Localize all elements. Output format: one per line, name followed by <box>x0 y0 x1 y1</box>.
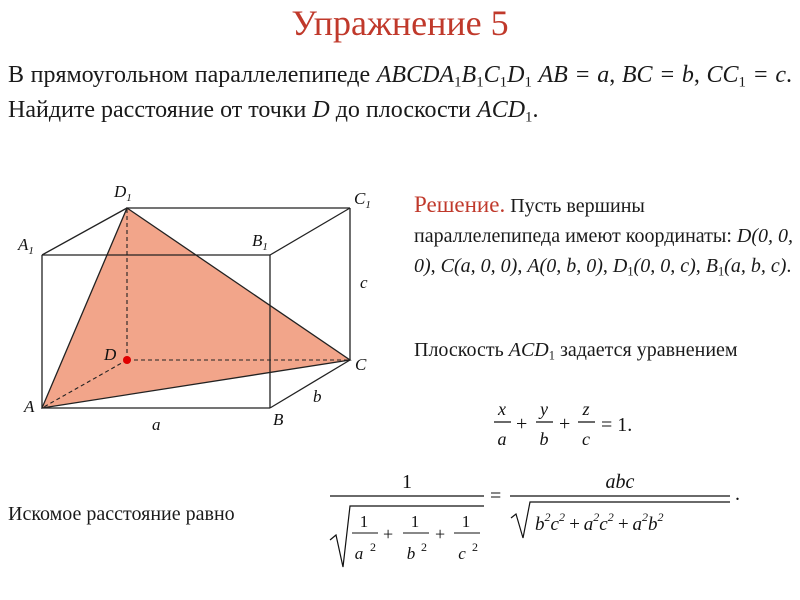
svg-text:=: = <box>490 485 502 507</box>
svg-text:1: 1 <box>402 471 412 493</box>
problem-statement: В прямоугольном параллелепипеде $ABCDA_1B_1C_1D_1$ AB = a, BC = b, $CC_1 = c$. Найдите расстояние от точки D до плоскости $ACD_1$. <box>8 62 793 126</box>
svg-text:b: b <box>539 429 549 449</box>
svg-text:1: 1 <box>359 512 369 531</box>
svg-text:a: a <box>152 415 161 434</box>
svg-text:c: c <box>582 429 590 449</box>
triangle-acd1 <box>42 208 350 408</box>
svg-text:abc: abc <box>605 471 635 493</box>
plane-equation <box>494 399 632 449</box>
solution-block: Решение. Пусть вершины параллелепипеда имеют координаты: D(0, 0, 0), C(a, 0, 0), A(0, b, 0), $D_1(0$, 0, c), $B_1(a$, b, c). <box>414 192 793 279</box>
svg-text:z: z <box>582 399 590 419</box>
svg-text:b: b <box>313 387 322 406</box>
distance-label: Искомое расстояние равно <box>8 503 235 525</box>
svg-text:2: 2 <box>472 540 478 554</box>
svg-text:A1: $A_1$ <box>18 235 34 257</box>
svg-text:1: 1 <box>461 512 471 531</box>
plane-statement: Плоскость $ACD_1$ задается уравнением <box>414 339 738 363</box>
svg-text:= 1.: = 1. <box>601 414 633 436</box>
svg-text:b2c2+a2c2+a2b2: $b^2c^2 + a^2c^2 + a^2b^2$ <box>535 510 664 535</box>
svg-text:B1: $B_1$ <box>252 231 268 253</box>
svg-text:+: + <box>516 413 528 435</box>
point-d <box>123 356 131 364</box>
svg-text:x: x <box>498 399 506 419</box>
svg-text:2: 2 <box>370 540 376 554</box>
svg-text:A: A <box>24 397 35 416</box>
svg-text:b: b <box>406 544 416 563</box>
svg-text:+: + <box>435 524 446 544</box>
svg-text:1: 1 <box>410 512 420 531</box>
svg-text:C: C <box>355 355 367 374</box>
svg-text:+: + <box>559 413 571 435</box>
svg-text:c: c <box>458 544 466 563</box>
svg-text:D1: $D_1$ <box>114 182 132 204</box>
svg-text:y: y <box>540 399 548 419</box>
svg-text:B: B <box>273 410 284 429</box>
distance-formula <box>330 471 740 567</box>
solution-heading: Решение. <box>414 192 506 217</box>
svg-text:a: a <box>354 544 364 563</box>
parallelepiped-figure <box>42 208 350 408</box>
svg-text:2: 2 <box>421 540 427 554</box>
svg-text:.: . <box>735 483 740 505</box>
svg-text:C1: $C_1$ <box>354 189 371 211</box>
svg-text:a: a <box>497 429 507 449</box>
svg-text:+: + <box>383 524 394 544</box>
svg-text:D: D <box>104 345 117 364</box>
svg-text:c: c <box>360 273 368 292</box>
page-title: Упражнение 5 <box>291 3 509 43</box>
